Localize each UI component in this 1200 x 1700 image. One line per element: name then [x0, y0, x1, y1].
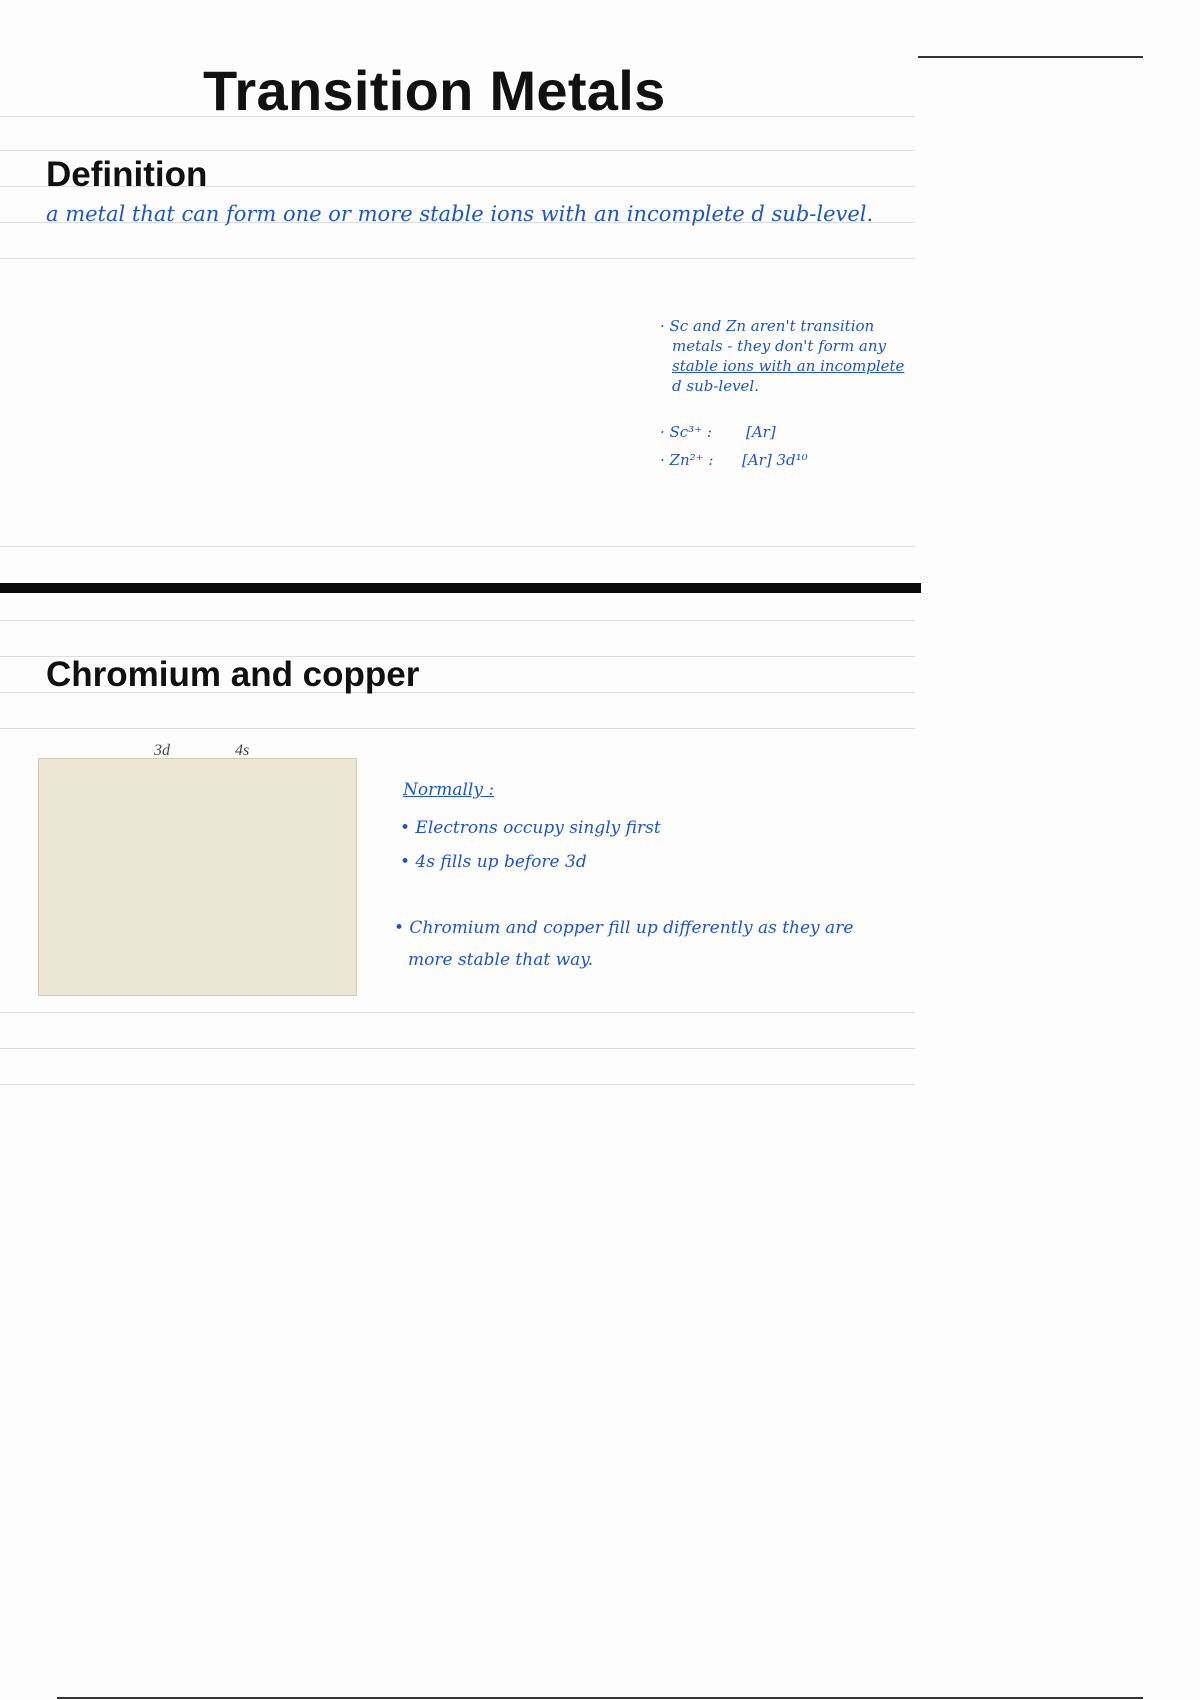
definition-text: a metal that can form one or more stable ions with an incomplete d sub-level. — [46, 202, 874, 226]
note-bullet-1: • Electrons occupy singly first — [400, 818, 661, 838]
ruled-line — [0, 620, 915, 621]
ruled-line — [0, 728, 915, 729]
sc-ion-label: · Sc³⁺ : — [660, 423, 712, 441]
bottom-rule — [57, 1697, 1143, 1699]
definition-heading: Definition — [46, 155, 208, 194]
ruled-line — [0, 150, 915, 151]
note-bullet-2: • 4s fills up before 3d — [400, 852, 587, 872]
ruled-line — [0, 258, 915, 259]
note-line-4: d sub-level. — [672, 377, 759, 395]
electron-config-table-bg — [38, 758, 357, 996]
sc-ion-config: [Ar] — [746, 423, 776, 441]
ruled-line — [0, 1048, 915, 1049]
page-title: Transition Metals — [203, 59, 666, 122]
note-line-3: stable ions with an incomplete — [672, 357, 905, 375]
top-rule — [918, 56, 1143, 58]
zn-ion-label: · Zn²⁺ : — [660, 451, 714, 469]
normally-label: Normally : — [403, 780, 495, 800]
periodic-table — [30, 276, 630, 522]
header-4s: 4s — [235, 742, 250, 759]
note-bullet-3-line1: • Chromium and copper fill up differently as they are — [394, 918, 854, 938]
ruled-line — [0, 546, 915, 547]
note-bullet-3-line2: more stable that way. — [408, 950, 594, 970]
zn-ion-config: [Ar] 3d¹⁰ — [742, 451, 808, 469]
note-line-1: · Sc and Zn aren't transition — [660, 317, 875, 335]
ruled-line — [0, 1012, 915, 1013]
ruled-line — [0, 1084, 915, 1085]
section-divider — [0, 583, 921, 593]
chromium-copper-heading: Chromium and copper — [46, 655, 420, 694]
header-3d: 3d — [154, 742, 170, 759]
note-line-2: metals - they don't form any — [672, 337, 887, 355]
